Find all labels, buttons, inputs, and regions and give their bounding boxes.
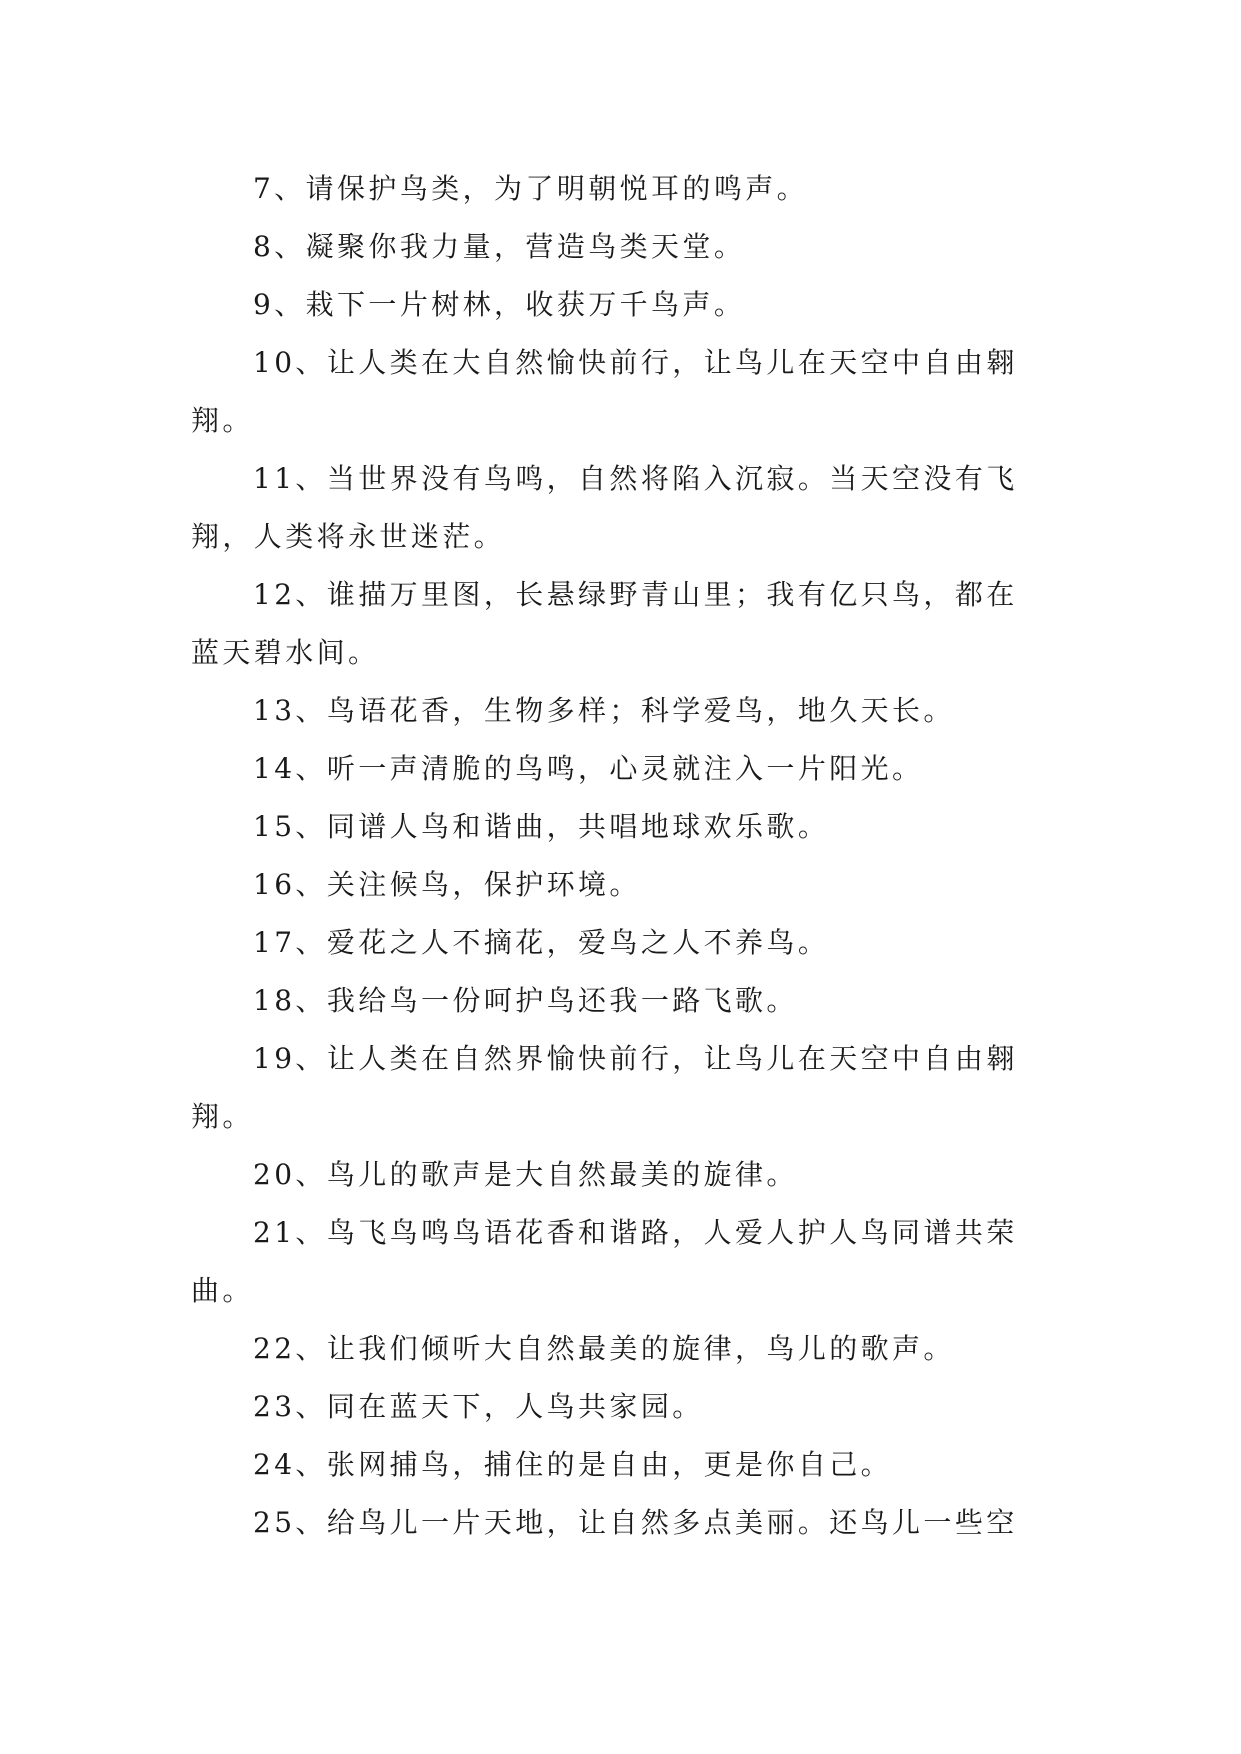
slogan-paragraph: 11、当世界没有鸟鸣，自然将陷入沉寂。当天空没有飞翔，人类将永世迷茫。 [191, 462, 1018, 553]
slogan-paragraph: 19、让人类在自然界愉快前行，让鸟儿在天空中自由翱翔。 [191, 1042, 1018, 1133]
slogan-paragraph: 16、关注候鸟，保护环境。 [253, 868, 641, 901]
slogan-paragraph: 20、鸟儿的歌声是大自然最美的旋律。 [253, 1158, 798, 1191]
slogan-paragraph: 15、同谱人鸟和谐曲，共唱地球欢乐歌。 [253, 810, 830, 843]
slogan-paragraph: 21、鸟飞鸟鸣鸟语花香和谐路，人爱人护人鸟同谱共荣曲。 [191, 1216, 1018, 1307]
slogan-paragraph: 17、爱花之人不摘花，爱鸟之人不养鸟。 [253, 926, 830, 959]
slogan-paragraph: 7、请保护鸟类，为了明朝悦耳的鸣声。 [253, 172, 809, 205]
slogan-paragraph: 8、凝聚你我力量，营造鸟类天堂。 [253, 230, 746, 263]
slogan-paragraph: 10、让人类在大自然愉快前行，让鸟儿在天空中自由翱翔。 [191, 346, 1018, 437]
slogan-paragraph: 12、谁描万里图，长悬绿野青山里；我有亿只鸟，都在蓝天碧水间。 [191, 578, 1018, 669]
document-body [191, 160, 1049, 1552]
slogan-paragraph: 24、张网捕鸟，捕住的是自由，更是你自己。 [253, 1448, 893, 1481]
slogan-paragraph: 9、栽下一片树林，收获万千鸟声。 [253, 288, 746, 321]
slogan-paragraph: 18、我给鸟一份呵护鸟还我一路飞歌。 [253, 984, 798, 1017]
slogan-paragraph: 13、鸟语花香，生物多样；科学爱鸟，地久天长。 [253, 694, 955, 727]
slogan-paragraph: 23、同在蓝天下，人鸟共家园。 [253, 1390, 704, 1423]
slogan-paragraph: 22、让我们倾听大自然最美的旋律，鸟儿的歌声。 [253, 1332, 955, 1365]
slogan-paragraph: 25、给鸟儿一片天地，让自然多点美丽。还鸟儿一些空 [253, 1506, 1018, 1539]
slogan-paragraph: 14、听一声清脆的鸟鸣，心灵就注入一片阳光。 [253, 752, 924, 785]
